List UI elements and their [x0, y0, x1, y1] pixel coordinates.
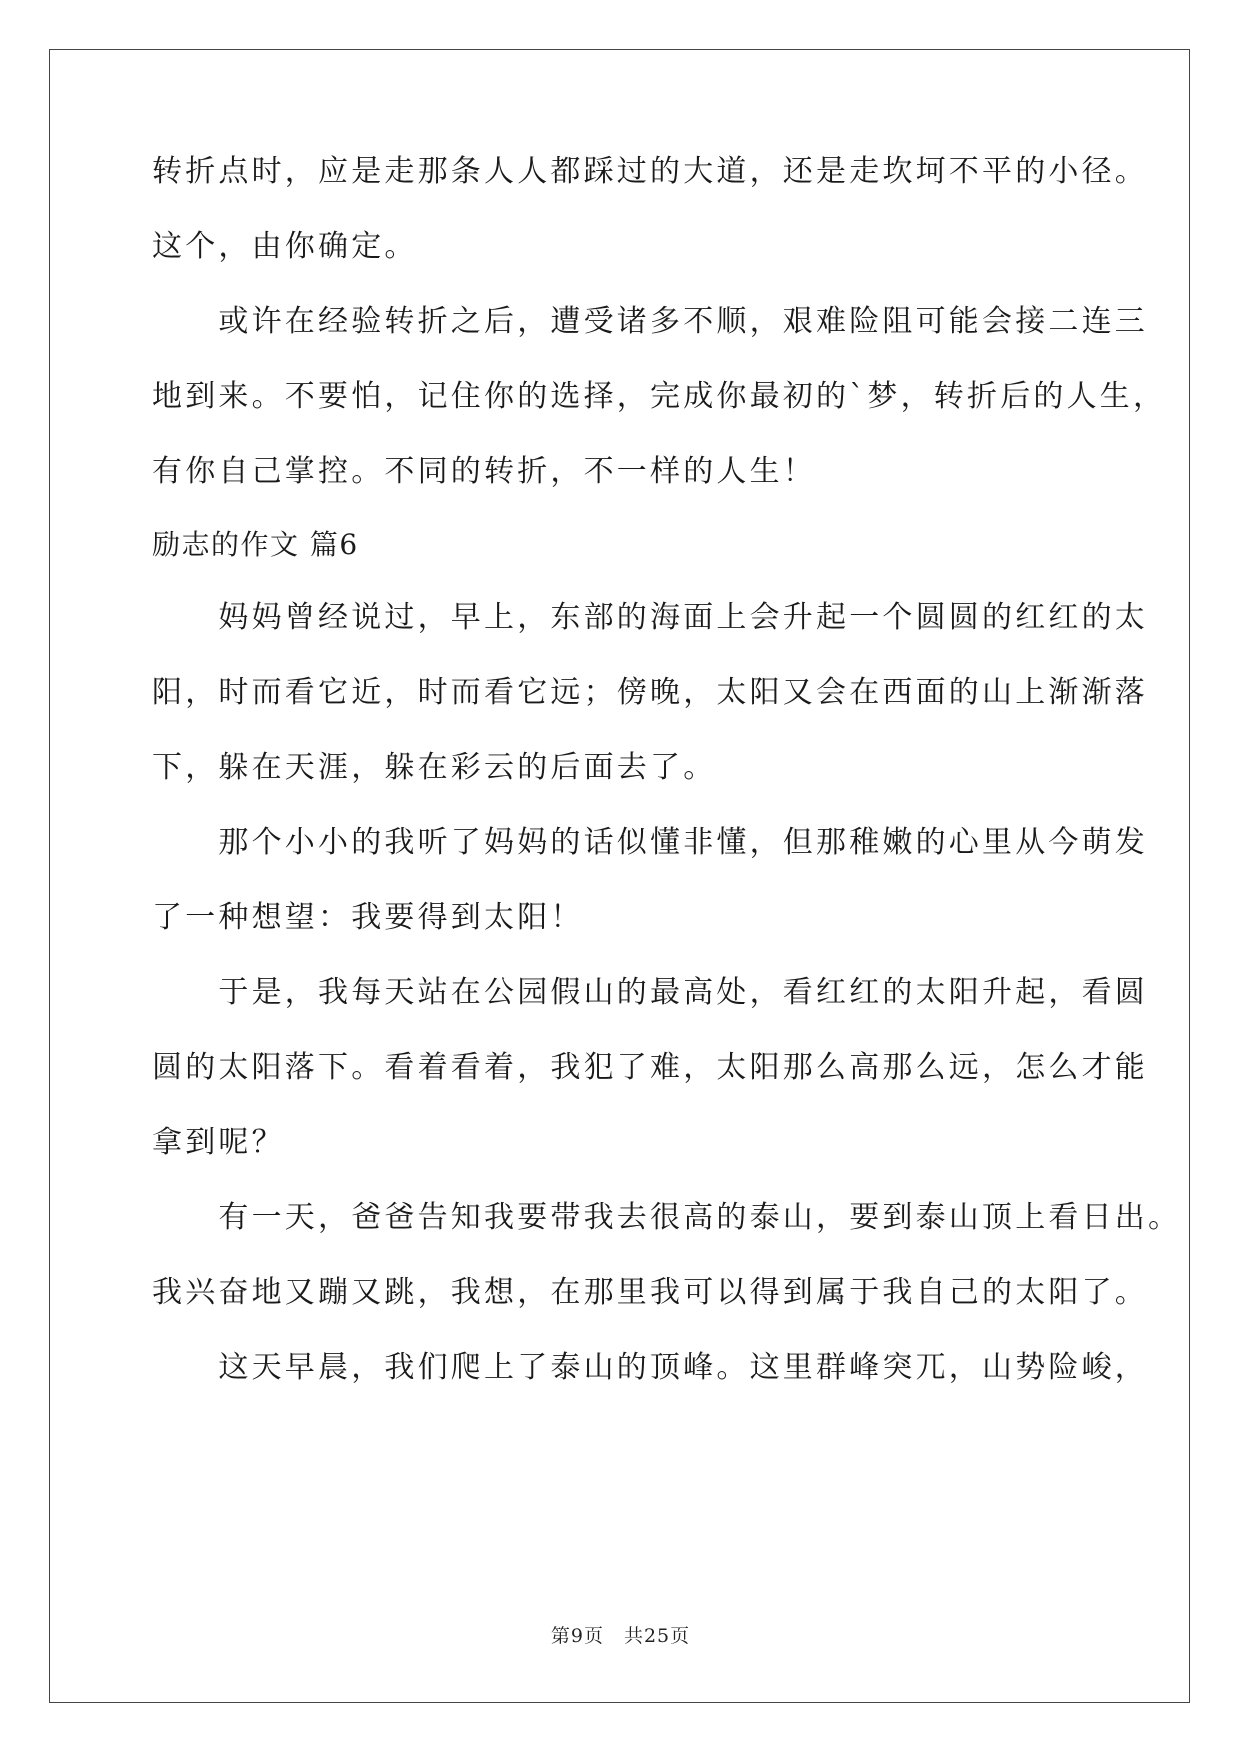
text-line: 于是，我每天站在公园假山的最高处，看红红的太阳升起，看圆: [152, 975, 1148, 1010]
page-footer: [0, 1621, 1241, 1648]
text-line: 了一种想望：我要得到太阳！: [152, 900, 584, 935]
text-line: 拿到呢？: [152, 1125, 285, 1160]
section-heading: 励志的作文 篇6: [152, 528, 359, 561]
text-line: 阳，时而看它近，时而看它远；傍晚，太阳又会在西面的山上渐渐落: [152, 675, 1148, 710]
text-line: 或许在经验转折之后，遭受诸多不顺，艰难险阻可能会接二连三: [152, 304, 1148, 339]
text-line: 有你自己掌控。不同的转折，不一样的人生！: [152, 454, 816, 489]
text-line: 下，躲在天涯，躲在彩云的后面去了。: [152, 750, 717, 785]
text-line: 那个小小的我听了妈妈的话似懂非懂，但那稚嫩的心里从今萌发: [152, 825, 1148, 860]
text-line: 这天早晨，我们爬上了泰山的顶峰。这里群峰突兀，山势险峻，: [152, 1350, 1148, 1385]
text-line: 地到来。不要怕，记住你的选择，完成你最初的`梦，转折后的人生，: [152, 379, 1167, 414]
page-number: 第9页 共25页: [550, 1625, 691, 1647]
text-line: 转折点时，应是走那条人人都踩过的大道，还是走坎坷不平的小径。: [152, 154, 1148, 189]
text-line: 有一天，爸爸告知我要带我去很高的泰山，要到泰山顶上看日出。: [152, 1200, 1182, 1235]
text-line: 圆的太阳落下。看着看着，我犯了难，太阳那么高那么远，怎么才能: [152, 1050, 1148, 1085]
text-line: 我兴奋地又蹦又跳，我想，在那里我可以得到属于我自己的太阳了。: [152, 1275, 1148, 1310]
page-border: [49, 49, 1190, 1703]
text-line: 这个，由你确定。: [152, 229, 418, 264]
text-line: 妈妈曾经说过，早上，东部的海面上会升起一个圆圆的红红的太: [152, 600, 1148, 635]
